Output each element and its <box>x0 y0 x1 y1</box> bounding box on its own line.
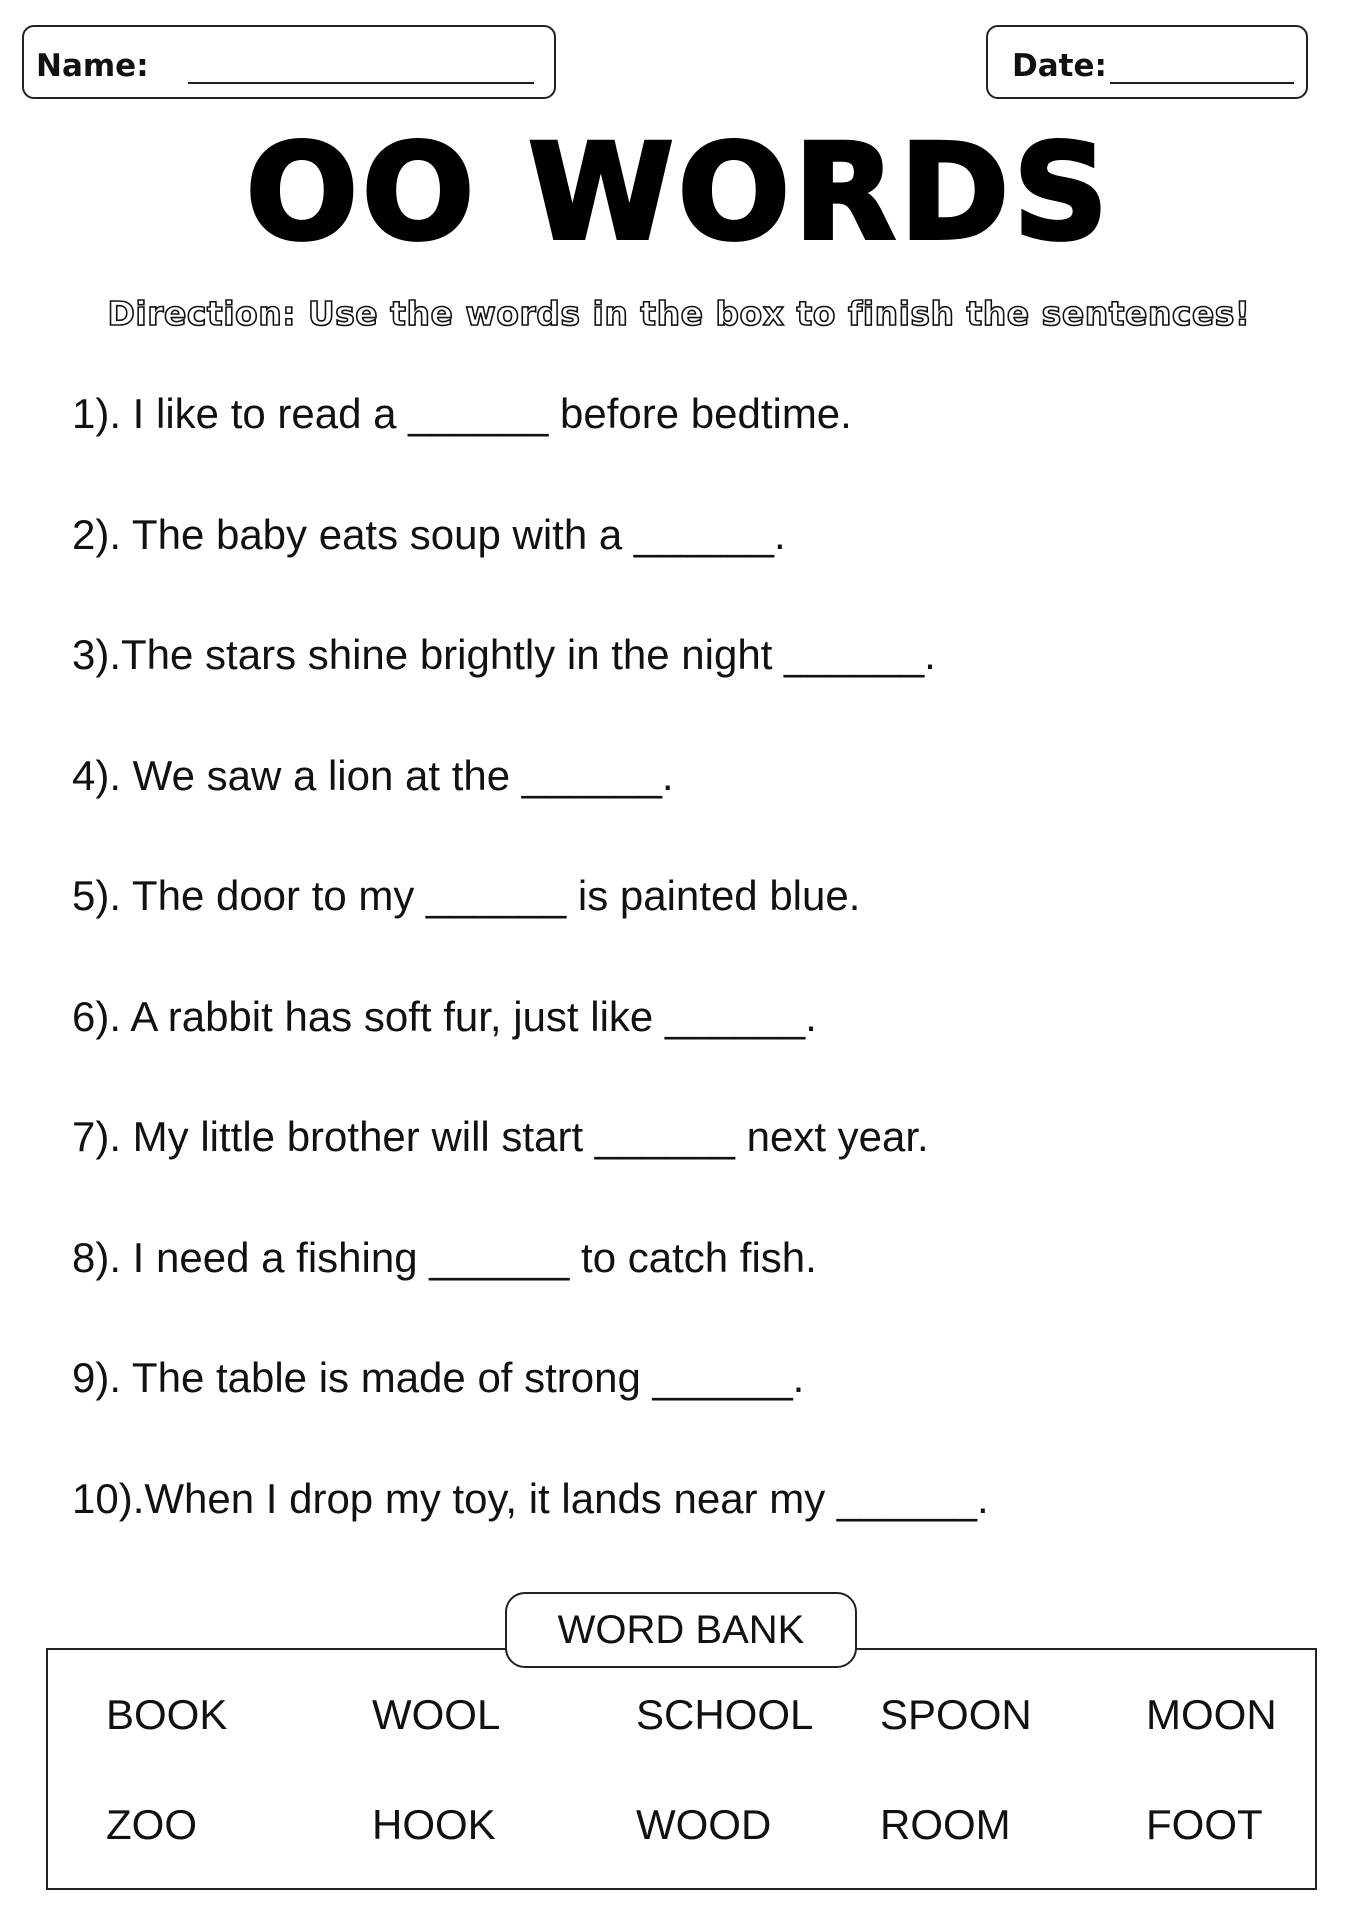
word-bank-word: WOOL <box>372 1691 501 1738</box>
word-bank-box <box>46 1648 1317 1890</box>
sentence-3: 3).The stars shine brightly in the night ______. <box>72 631 936 678</box>
sentence-5: 5). The door to my ______ is painted blue. <box>72 872 861 919</box>
word-bank-word: HOOK <box>372 1801 496 1848</box>
sentence-4: 4). We saw a lion at the ______. <box>72 751 674 799</box>
word-bank-word: SCHOOL <box>636 1691 814 1738</box>
word-bank-word: MOON <box>1146 1691 1277 1738</box>
sentence-6: 6). A rabbit has soft fur, just like ______. <box>72 992 817 1040</box>
name-label: Name: <box>36 48 149 84</box>
word-bank-word: ROOM <box>880 1801 1011 1848</box>
sentence-10: 10).When I drop my toy, it lands near my ______. <box>72 1474 989 1522</box>
date-blank-line[interactable] <box>1110 82 1294 84</box>
word-bank-title: WORD BANK <box>505 1592 857 1668</box>
sentence-1: 1). I like to read a ______ before bedtime. <box>72 390 852 437</box>
sentence-8: 8). I need a fishing ______ to catch fish. <box>72 1233 817 1281</box>
name-box <box>22 25 556 99</box>
date-box <box>986 25 1308 99</box>
word-bank-word: FOOT <box>1146 1801 1263 1848</box>
name-blank-line[interactable] <box>188 82 534 84</box>
sentence-9: 9). The table is made of strong ______. <box>72 1354 805 1401</box>
date-label: Date: <box>1012 48 1107 84</box>
sentence-list <box>72 388 1272 1593</box>
word-bank-word: ZOO <box>106 1801 197 1848</box>
sentence-7: 7). My little brother will start ______ next year. <box>72 1113 929 1160</box>
word-bank-word: WOOD <box>636 1801 772 1848</box>
word-bank-word: BOOK <box>106 1691 228 1738</box>
direction-text: Direction: Use the words in the box to finish the sentences! <box>107 294 1251 333</box>
page-title: OO WORDS <box>245 116 1113 270</box>
word-bank-word: SPOON <box>880 1691 1032 1738</box>
sentence-2: 2). The baby eats soup with a ______. <box>72 510 786 558</box>
